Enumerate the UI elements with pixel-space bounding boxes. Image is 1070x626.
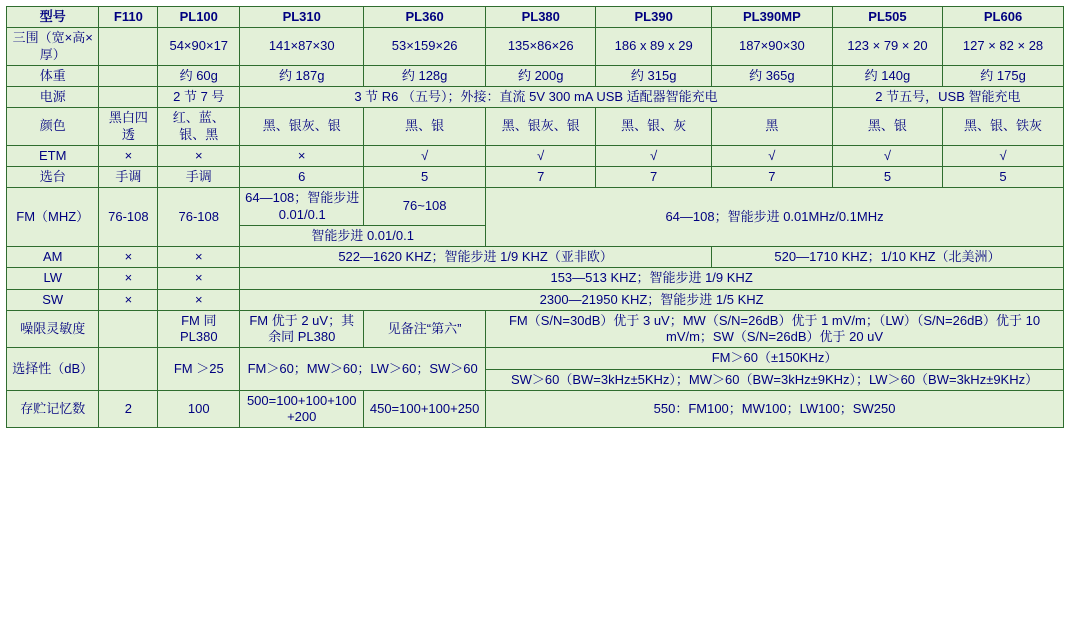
- cell-color-pl390: 黑、银、灰: [596, 108, 712, 146]
- cell-sensitivity-pl310: FM 优于 2 uV；其余同 PL380: [240, 310, 364, 348]
- cell-etm-pl100: ×: [158, 145, 240, 166]
- cell-sw-f110: ×: [99, 289, 158, 310]
- cell-sensitivity-f110: [99, 310, 158, 348]
- table-row: [7, 268, 1064, 289]
- cell-tuning-pl310: 6: [240, 167, 364, 188]
- cell-dimensions-pl505: 123 × 79 × 20: [832, 28, 942, 66]
- cell-am-f110: ×: [99, 247, 158, 268]
- column-header-pl360: PL360: [364, 7, 486, 28]
- cell-color-f110: 黑白四透: [99, 108, 158, 146]
- cell-tuning-pl100: 手调: [158, 167, 240, 188]
- table-row: [7, 28, 1064, 66]
- cell-lw-rest: 153—513 KHZ；智能步进 1/9 KHZ: [240, 268, 1064, 289]
- cell-etm-pl390mp: √: [711, 145, 832, 166]
- cell-selectivity-fm: FM＞60（±150KHz）: [486, 348, 1064, 369]
- cell-tuning-f110: 手调: [99, 167, 158, 188]
- cell-selectivity-pl100: FM ＞25: [158, 348, 240, 391]
- cell-etm-pl390: √: [596, 145, 712, 166]
- table-row: [7, 390, 1064, 428]
- cell-selectivity-f110: [99, 348, 158, 391]
- cell-dimensions-pl360: 53×159×26: [364, 28, 486, 66]
- cell-dimensions-f110: [99, 28, 158, 66]
- cell-color-pl390mp: 黑: [711, 108, 832, 146]
- table-row: [7, 289, 1064, 310]
- cell-dimensions-pl390mp: 187×90×30: [711, 28, 832, 66]
- cell-lw-f110: ×: [99, 268, 158, 289]
- cell-sw-rest: 2300—21950 KHZ；智能步进 1/5 KHZ: [240, 289, 1064, 310]
- cell-weight-pl100: 约 60g: [158, 65, 240, 86]
- cell-memory-pl360: 450=100+100+250: [364, 390, 486, 428]
- cell-weight-pl390mp: 约 365g: [711, 65, 832, 86]
- cell-dimensions-pl380: 135×86×26: [486, 28, 596, 66]
- cell-sensitivity-rest: FM（S/N=30dB）优于 3 uV；MW（S/N=26dB）优于 1 mV/m；（LW）（S/N=26dB）优于 10 mV/m；SW（S/N=26dB）优于 20 uV: [486, 310, 1064, 348]
- cell-memory-pl310: 500=100+100+100+200: [240, 390, 364, 428]
- table-row: [7, 348, 1064, 369]
- cell-fm-pl360: 76~108: [364, 188, 486, 226]
- cell-etm-pl310: ×: [240, 145, 364, 166]
- column-header-pl380: PL380: [486, 7, 596, 28]
- cell-sensitivity-pl100: FM 同 PL380: [158, 310, 240, 348]
- cell-tuning-pl505: 5: [832, 167, 942, 188]
- cell-fm-pl100: 76-108: [158, 188, 240, 247]
- cell-power-pl310-pl390: 3 节 R6 （五号）；外接：直流 5V 300 mA USB 适配器智能充电: [240, 87, 833, 108]
- cell-weight-pl606: 约 175g: [943, 65, 1064, 86]
- cell-weight-pl360: 约 128g: [364, 65, 486, 86]
- column-header-model: 型号: [7, 7, 99, 28]
- row-header-power: 电源: [7, 87, 99, 108]
- column-header-pl100: PL100: [158, 7, 240, 28]
- table-row: [7, 87, 1064, 108]
- row-header-lw: LW: [7, 268, 99, 289]
- cell-lw-pl100: ×: [158, 268, 240, 289]
- table-row: [7, 310, 1064, 348]
- cell-weight-f110: [99, 65, 158, 86]
- table-row: [7, 167, 1064, 188]
- column-header-f110: F110: [99, 7, 158, 28]
- cell-tuning-pl390: 7: [596, 167, 712, 188]
- cell-fm-step-pl310-pl360: 智能步进 0.01/0.1: [240, 225, 486, 246]
- cell-etm-pl505: √: [832, 145, 942, 166]
- table-row: [7, 247, 1064, 268]
- cell-selectivity-pl310-pl360: FM＞60；MW＞60；LW＞60；SW＞60: [240, 348, 486, 391]
- cell-tuning-pl390mp: 7: [711, 167, 832, 188]
- cell-sw-pl100: ×: [158, 289, 240, 310]
- row-header-dimensions: 三围（宽×高×厚）: [7, 28, 99, 66]
- cell-etm-pl606: √: [943, 145, 1064, 166]
- row-header-selectivity: 选择性（dB）: [7, 348, 99, 391]
- column-header-pl606: PL606: [943, 7, 1064, 28]
- cell-dimensions-pl100: 54×90×17: [158, 28, 240, 66]
- row-header-tuning: 选台: [7, 167, 99, 188]
- cell-weight-pl380: 约 200g: [486, 65, 596, 86]
- cell-etm-f110: ×: [99, 145, 158, 166]
- row-header-weight: 体重: [7, 65, 99, 86]
- cell-tuning-pl606: 5: [943, 167, 1064, 188]
- cell-fm-pl380-pl606: 64—108；智能步进 0.01MHz/0.1MHz: [486, 188, 1064, 247]
- row-header-sw: SW: [7, 289, 99, 310]
- row-header-etm: ETM: [7, 145, 99, 166]
- column-header-pl390: PL390: [596, 7, 712, 28]
- cell-sensitivity-pl360: 见备注“第六”: [364, 310, 486, 348]
- table-row: [7, 145, 1064, 166]
- cell-fm-f110: 76-108: [99, 188, 158, 247]
- cell-color-pl505: 黑、银: [832, 108, 942, 146]
- cell-am-pl100: ×: [158, 247, 240, 268]
- cell-power-pl100: 2 节 7 号: [158, 87, 240, 108]
- cell-dimensions-pl390: 186 x 89 x 29: [596, 28, 712, 66]
- row-header-color: 颜色: [7, 108, 99, 146]
- cell-memory-pl100: 100: [158, 390, 240, 428]
- table-row: [7, 108, 1064, 146]
- table-row: [7, 65, 1064, 86]
- table-header-row: [7, 7, 1064, 28]
- cell-am-left: 522—1620 KHZ；智能步进 1/9 KHZ（亚非欧）: [240, 247, 712, 268]
- spec-sheet: [0, 6, 1070, 626]
- row-header-sensitivity: 噪限灵敏度: [7, 310, 99, 348]
- column-header-pl310: PL310: [240, 7, 364, 28]
- cell-power-f110: [99, 87, 158, 108]
- cell-fm-pl310-top: 64—108；智能步进 0.01/0.1: [240, 188, 364, 226]
- specification-table: [6, 6, 1064, 428]
- cell-color-pl360: 黑、银: [364, 108, 486, 146]
- cell-weight-pl310: 约 187g: [240, 65, 364, 86]
- cell-color-pl380: 黑、银灰、银: [486, 108, 596, 146]
- table-row: [7, 188, 1064, 226]
- column-header-pl505: PL505: [832, 7, 942, 28]
- row-header-am: AM: [7, 247, 99, 268]
- cell-weight-pl390: 约 315g: [596, 65, 712, 86]
- cell-dimensions-pl310: 141×87×30: [240, 28, 364, 66]
- cell-weight-pl505: 约 140g: [832, 65, 942, 86]
- cell-tuning-pl360: 5: [364, 167, 486, 188]
- cell-dimensions-pl606: 127 × 82 × 28: [943, 28, 1064, 66]
- cell-etm-pl380: √: [486, 145, 596, 166]
- cell-color-pl100: 红、蓝、银、黑: [158, 108, 240, 146]
- row-header-fm: FM（MHZ）: [7, 188, 99, 247]
- row-header-memory: 存贮记忆数: [7, 390, 99, 428]
- cell-color-pl606: 黑、银、铁灰: [943, 108, 1064, 146]
- cell-etm-pl360: √: [364, 145, 486, 166]
- cell-tuning-pl380: 7: [486, 167, 596, 188]
- cell-power-pl505-pl606: 2 节五号，USB 智能充电: [832, 87, 1063, 108]
- cell-color-pl310: 黑、银灰、银: [240, 108, 364, 146]
- cell-memory-f110: 2: [99, 390, 158, 428]
- cell-selectivity-rest: SW＞60（BW=3kHz±5KHz）；MW＞60（BW=3kHz±9KHz）；LW＞60（BW=3kHz±9KHz）: [486, 369, 1064, 390]
- cell-memory-rest: 550：FM100；MW100；LW100；SW250: [486, 390, 1064, 428]
- column-header-pl390mp: PL390MP: [711, 7, 832, 28]
- cell-am-right: 520—1710 KHZ；1/10 KHZ（北美洲）: [711, 247, 1063, 268]
